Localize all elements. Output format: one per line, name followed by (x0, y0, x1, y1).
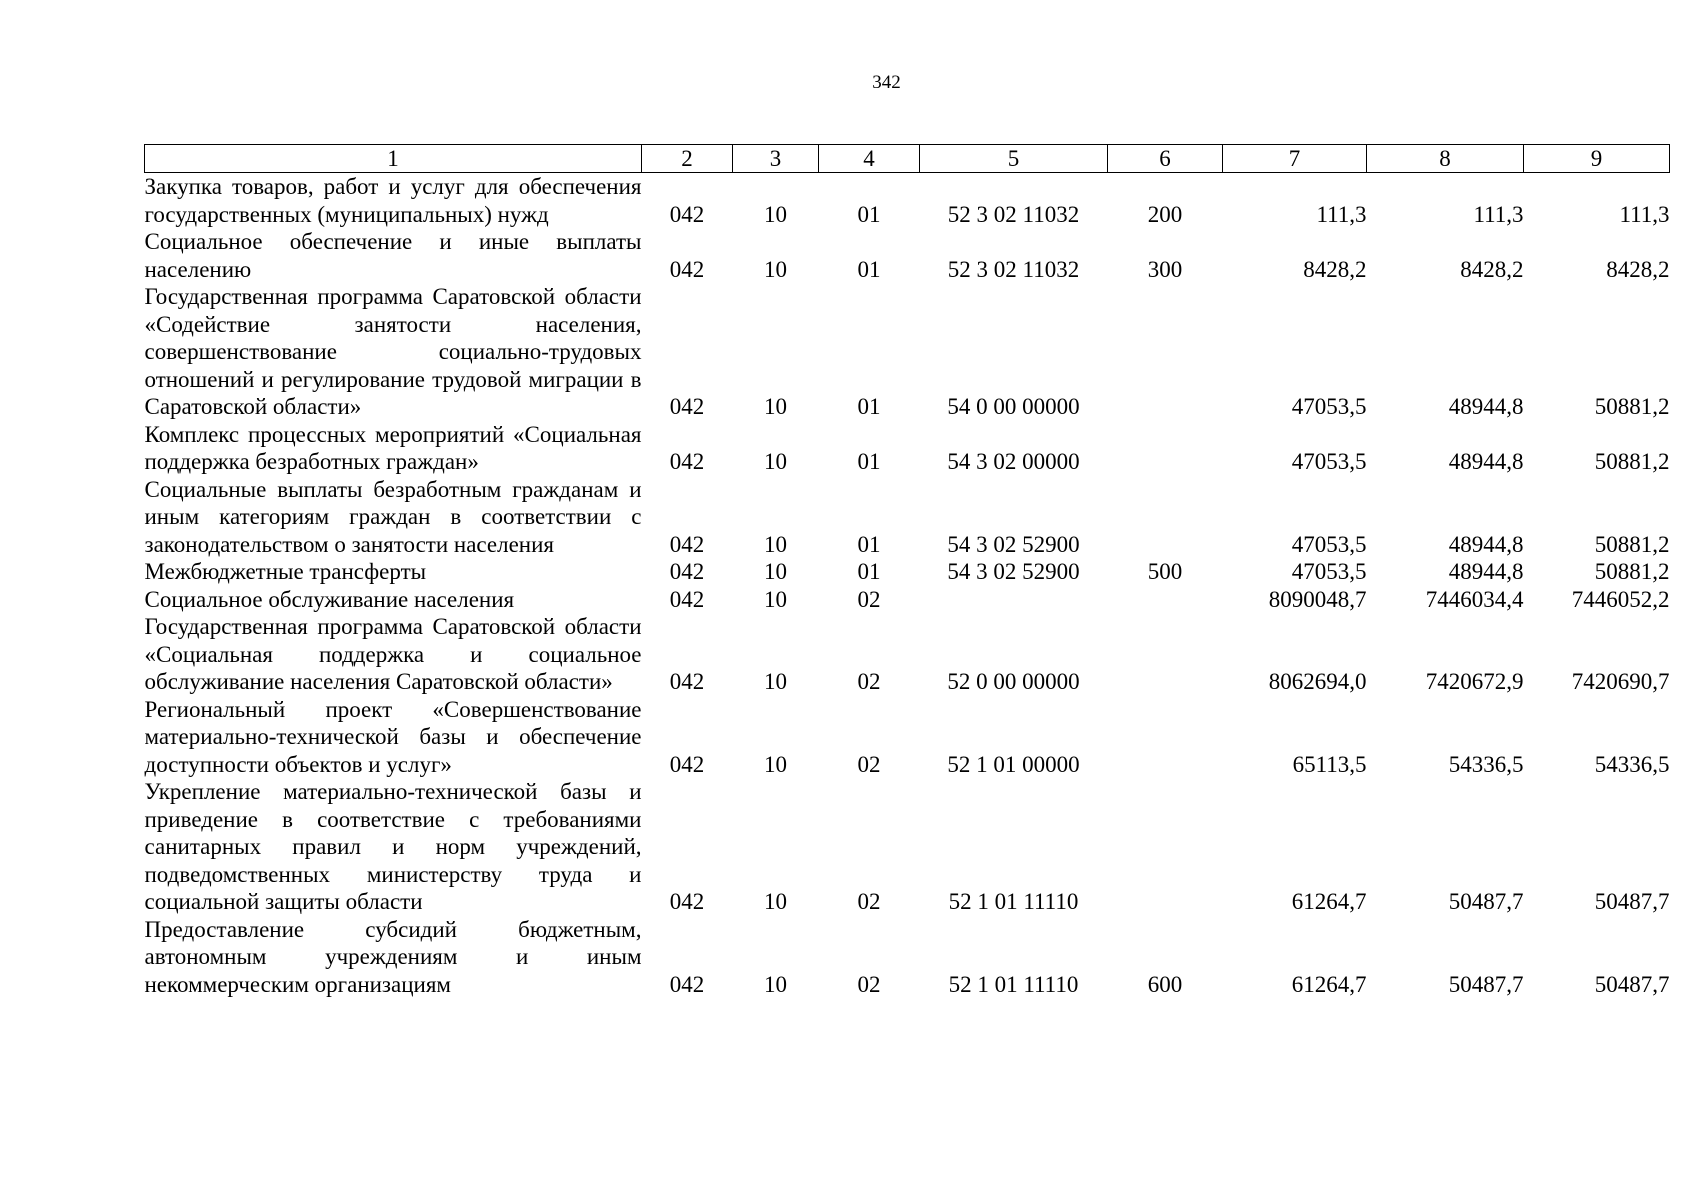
table-row (145, 173, 1670, 229)
amount-year-3: 50881,2 (1594, 449, 1670, 474)
amount-year-3: 50487,7 (1594, 971, 1670, 997)
row-name: Государственная программа Саратовской области «Содействие занятости населения, совершенствование социально-трудовых отношений и регулирование трудовой миграции в Саратовской области» (144, 284, 642, 419)
expense-type: 600 (1147, 971, 1183, 997)
row-name: Социальные выплаты безработным гражданам и иным категориям граждан в соответствии с законодательством о занятости населения (144, 476, 642, 557)
table-row (145, 586, 1670, 614)
subsection-code: 02 (857, 669, 881, 694)
ministry-code: 042 (669, 971, 705, 997)
amount-year-3: 7446052,2 (1571, 586, 1670, 612)
target-article: 52 0 00 00000 (947, 669, 1080, 694)
amount-year-2: 111,3 (1473, 201, 1524, 227)
amount-year-2: 54336,5 (1448, 751, 1524, 777)
row-name: Укрепление материально-технической базы и приведение в соответствие с требованиями санитарных правил и норм учреждений, подведомственных министерству труда и социальной защиты области (144, 779, 642, 914)
target-article: 52 1 01 11110 (948, 971, 1079, 997)
row-name: Предоставление субсидий бюджетным, автономным учреждениям и иным некоммерческим организациям (144, 916, 642, 997)
section-code: 10 (764, 531, 787, 557)
ministry-code: 042 (669, 586, 705, 612)
row-name: Межбюджетные трансферты (144, 559, 427, 584)
row-name: Региональный проект «Совершенствование материально-технической базы и обеспечение доступности объектов и услуг» (144, 696, 642, 777)
ministry-code: 042 (669, 559, 705, 584)
amount-year-2: 7420672,9 (1425, 669, 1524, 694)
row-name: Государственная программа Саратовской области «Социальная поддержка и социальное обслуживание населения Саратовской области» (144, 614, 642, 694)
amount-year-1: 8428,2 (1303, 256, 1367, 282)
section-code: 10 (764, 889, 787, 914)
section-code: 10 (764, 449, 787, 474)
amount-year-1: 47053,5 (1291, 531, 1367, 557)
subsection-code: 02 (857, 586, 881, 612)
target-article: 52 1 01 00000 (947, 751, 1080, 777)
amount-year-1: 47053,5 (1291, 559, 1367, 584)
amount-year-3: 50881,2 (1594, 559, 1670, 584)
amount-year-3: 8428,2 (1606, 256, 1670, 282)
ministry-code: 042 (669, 256, 705, 282)
amount-year-1: 8090048,7 (1268, 586, 1367, 612)
amount-year-2: 48944,8 (1448, 559, 1524, 584)
col-header-3: 3 (733, 145, 819, 173)
ministry-code: 042 (669, 449, 705, 474)
table-row (145, 696, 1670, 779)
section-code: 10 (764, 751, 787, 777)
section-code: 10 (764, 201, 787, 227)
amount-year-2: 50487,7 (1448, 889, 1524, 914)
expense-type (1108, 476, 1223, 559)
section-code: 10 (764, 669, 787, 694)
row-name: Закупка товаров, работ и услуг для обеспечения государственных (муниципальных) нужд (144, 174, 642, 227)
subsection-code: 01 (857, 394, 881, 419)
target-article (920, 586, 1108, 614)
amount-year-3: 50881,2 (1594, 394, 1670, 419)
ministry-code: 042 (669, 889, 705, 914)
page-number: 342 (872, 72, 901, 93)
target-article: 52 3 02 11032 (947, 201, 1080, 227)
section-code: 10 (764, 394, 787, 419)
section-code: 10 (764, 559, 787, 584)
amount-year-3: 7420690,7 (1571, 669, 1670, 694)
target-article: 54 3 02 00000 (947, 449, 1080, 474)
expense-type (1108, 778, 1223, 916)
budget-table (144, 144, 1670, 998)
amount-year-1: 61264,7 (1291, 889, 1367, 914)
col-header-1: 1 (145, 145, 642, 173)
amount-year-3: 54336,5 (1594, 751, 1670, 777)
col-header-7: 7 (1223, 145, 1367, 173)
ministry-code: 042 (669, 531, 705, 557)
amount-year-1: 65113,5 (1292, 751, 1367, 777)
ministry-code: 042 (669, 201, 705, 227)
ministry-code: 042 (669, 751, 705, 777)
row-name: Комплекс процессных мероприятий «Социальная поддержка безработных граждан» (144, 421, 642, 474)
header-row (145, 145, 1670, 173)
section-code: 10 (764, 586, 787, 612)
amount-year-2: 48944,8 (1448, 449, 1524, 474)
table-row (145, 476, 1670, 559)
col-header-5: 5 (920, 145, 1108, 173)
col-header-2: 2 (642, 145, 733, 173)
amount-year-1: 8062694,0 (1268, 669, 1367, 694)
target-article: 52 3 02 11032 (947, 256, 1080, 282)
expense-type (1108, 586, 1223, 614)
subsection-code: 01 (857, 531, 881, 557)
amount-year-1: 47053,5 (1291, 449, 1367, 474)
col-header-6: 6 (1108, 145, 1223, 173)
table-row (145, 916, 1670, 999)
subsection-code: 02 (857, 751, 881, 777)
amount-year-3: 111,3 (1619, 201, 1670, 227)
subsection-code: 01 (857, 201, 881, 227)
expense-type: 300 (1147, 256, 1183, 282)
amount-year-2: 7446034,4 (1425, 586, 1524, 612)
table-row (145, 283, 1670, 421)
target-article: 54 0 00 00000 (947, 394, 1080, 419)
ministry-code: 042 (669, 394, 705, 419)
table-body (145, 173, 1670, 999)
target-article: 54 3 02 52900 (947, 531, 1080, 557)
amount-year-3: 50487,7 (1594, 889, 1670, 914)
expense-type: 200 (1147, 201, 1183, 227)
row-name: Социальное обеспечение и иные выплаты населению (144, 229, 642, 282)
amount-year-1: 61264,7 (1291, 971, 1367, 997)
amount-year-1: 111,3 (1316, 201, 1367, 227)
amount-year-1: 47053,5 (1291, 394, 1367, 419)
expense-type (1108, 696, 1223, 779)
ministry-code: 042 (669, 669, 705, 694)
table-row (145, 778, 1670, 916)
row-name: Социальное обслуживание населения (144, 586, 515, 612)
subsection-code: 01 (857, 449, 881, 474)
expense-type (1108, 613, 1223, 696)
expense-type: 500 (1147, 559, 1183, 584)
table-row (145, 558, 1670, 586)
amount-year-2: 8428,2 (1460, 256, 1524, 282)
expense-type (1108, 283, 1223, 421)
amount-year-2: 48944,8 (1448, 394, 1524, 419)
amount-year-3: 50881,2 (1594, 531, 1670, 557)
subsection-code: 02 (857, 889, 881, 914)
amount-year-2: 50487,7 (1448, 971, 1524, 997)
subsection-code: 01 (857, 559, 881, 584)
target-article: 52 1 01 11110 (948, 889, 1079, 914)
target-article: 54 3 02 52900 (947, 559, 1080, 584)
subsection-code: 02 (857, 971, 881, 997)
expense-type (1108, 421, 1223, 476)
col-header-8: 8 (1367, 145, 1524, 173)
section-code: 10 (764, 256, 787, 282)
col-header-9: 9 (1524, 145, 1670, 173)
col-header-4: 4 (819, 145, 920, 173)
section-code: 10 (764, 971, 787, 997)
table-row (145, 613, 1670, 696)
subsection-code: 01 (857, 256, 881, 282)
table-row (145, 421, 1670, 476)
amount-year-2: 48944,8 (1448, 531, 1524, 557)
table-row (145, 228, 1670, 283)
